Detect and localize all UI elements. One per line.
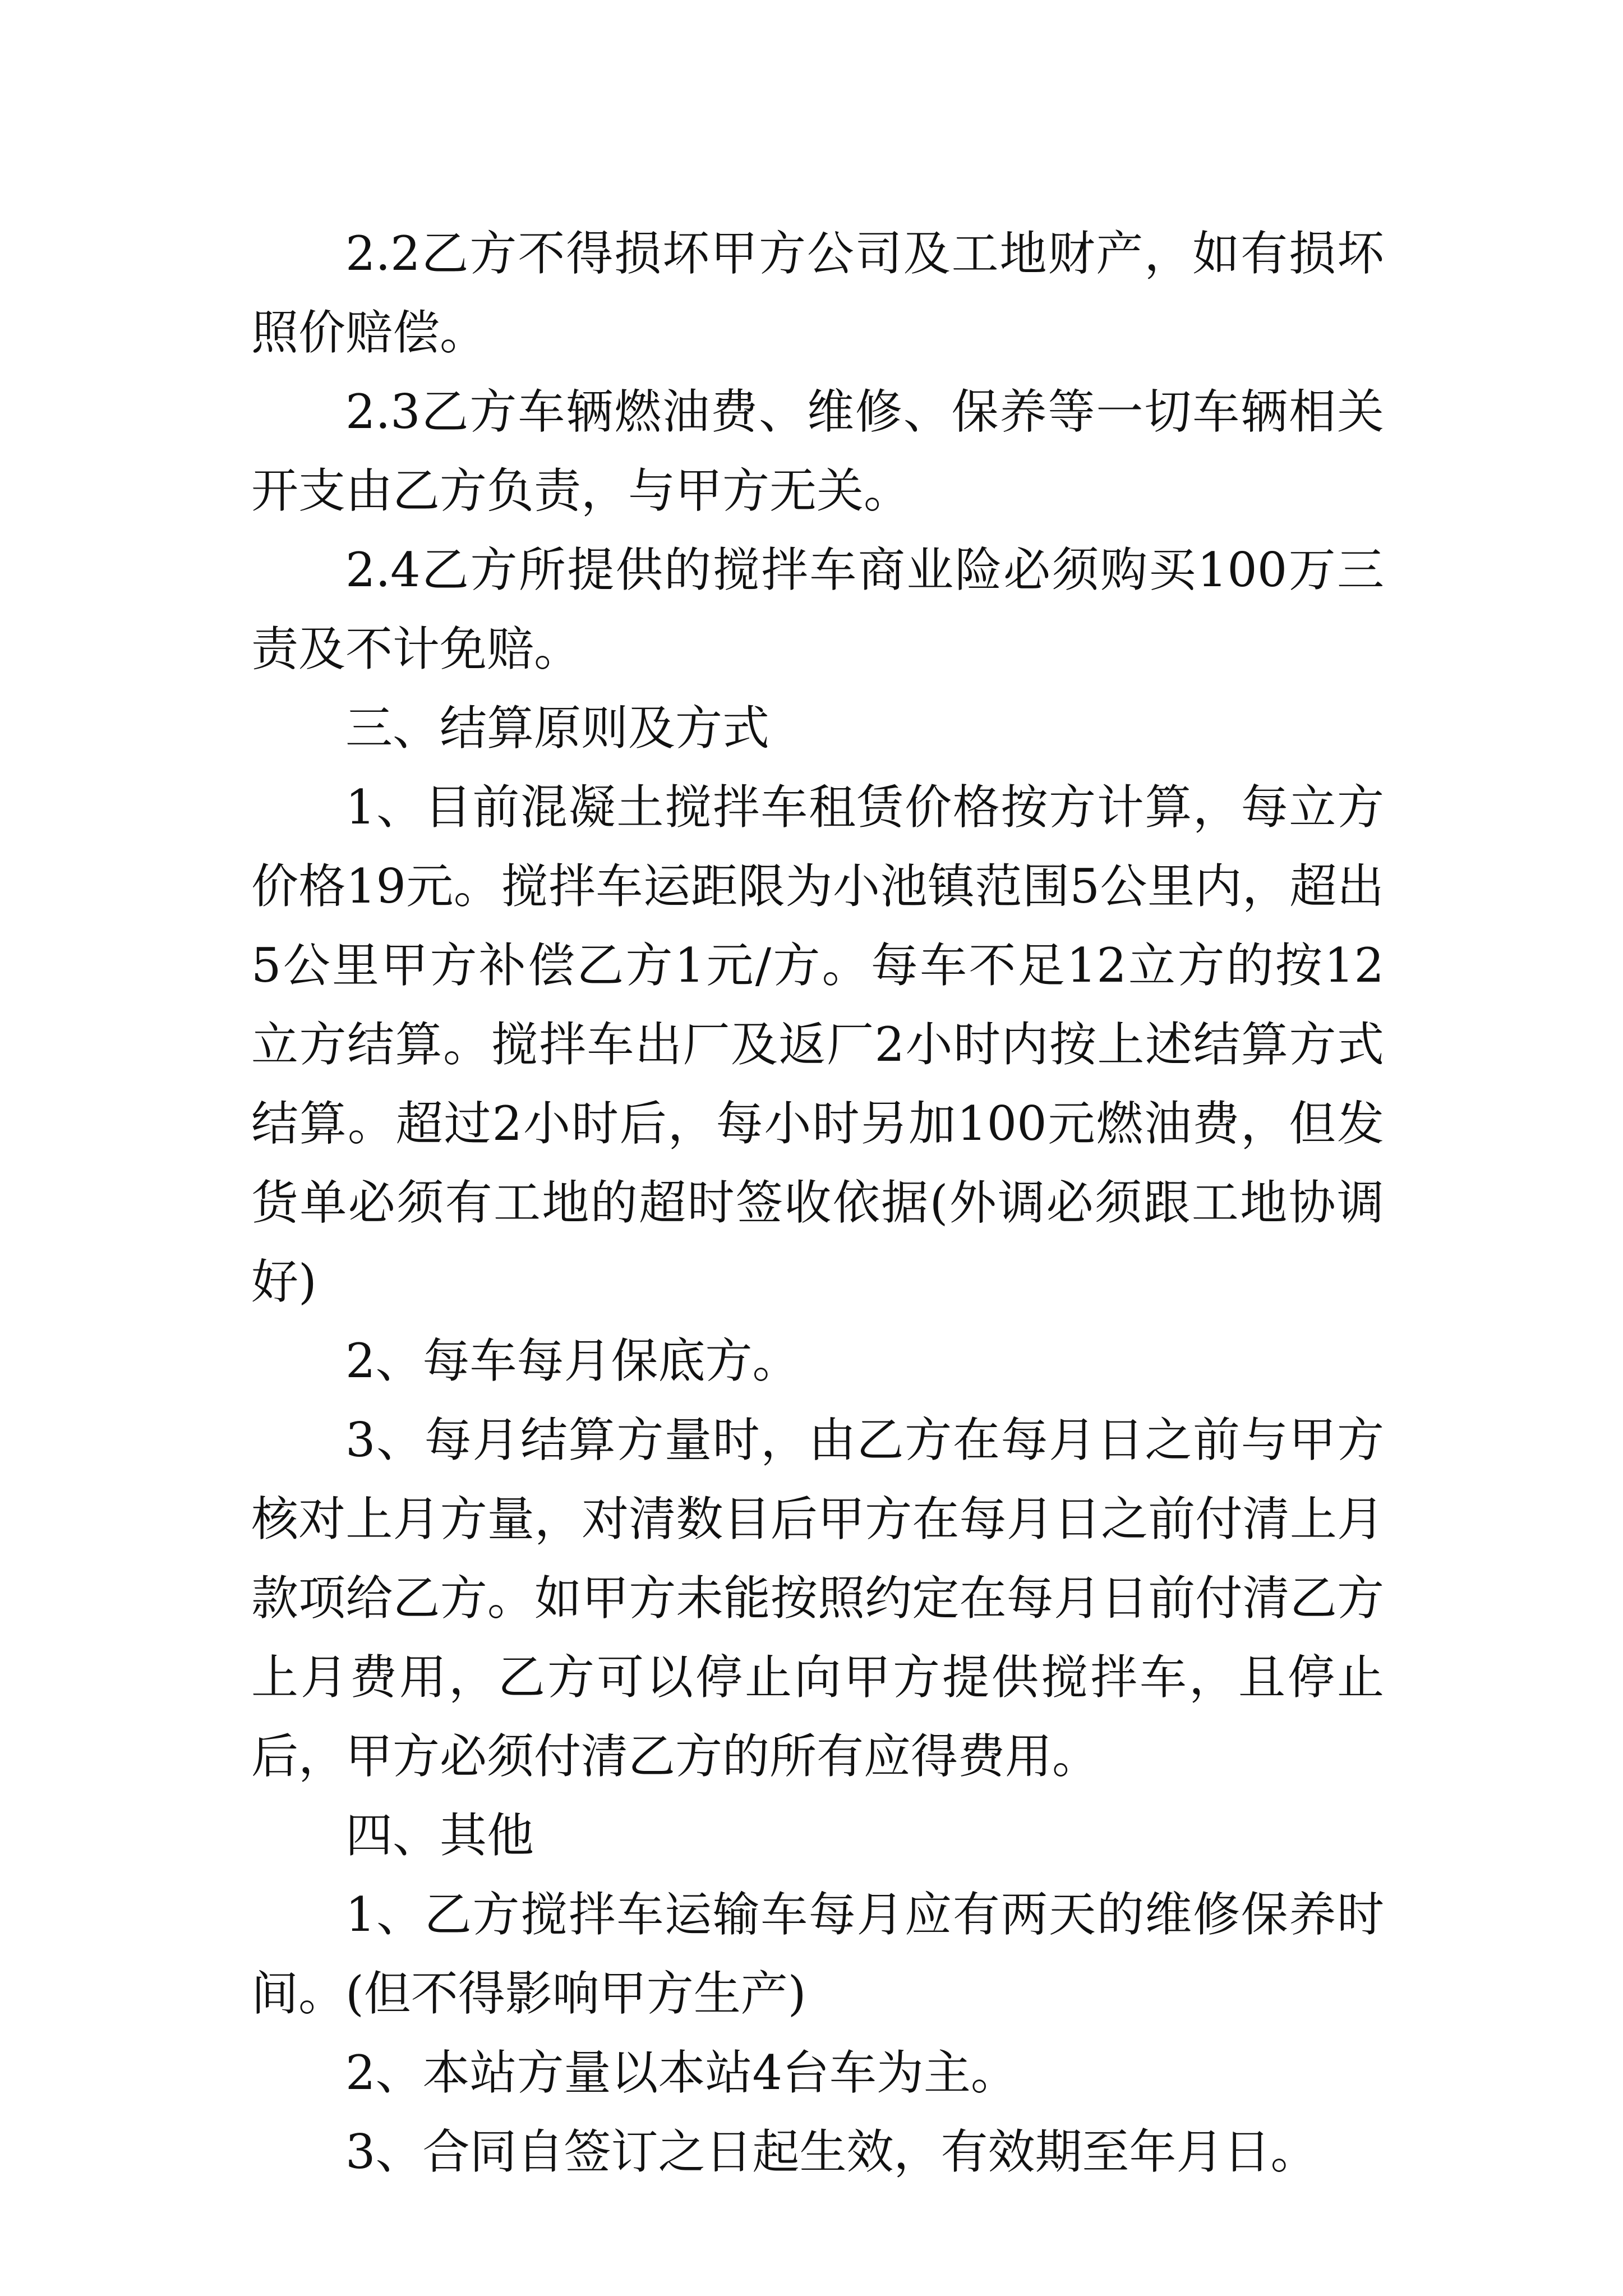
clause-3-1: 1、目前混凝土搅拌车租赁价格按方计算，每立方价格19元。搅拌车运距限为小池镇范围5公里内，超出5公里甲方补偿乙方1元/方。每车不足12立方的按12立方结算。搅拌车出厂及返厂2小时内按上述结算方式结算。超过2小时后，每小时另加100元燃油费，但发货单必须有工地的超时签收依据(外调必须跟工地协调好) [251, 780, 1384, 1309]
clause-2-2: 2.2乙方不得损坏甲方公司及工地财产，如有损坏照价赔偿。 [251, 226, 1384, 360]
clause-4-3: 3、合同自签订之日起生效，有效期至年月日。 [345, 2124, 1318, 2179]
section-heading-other: 四、其他 [345, 1808, 534, 1863]
clause-2-4: 2.4乙方所提供的搅拌车商业险必须购买100万三责及不计免赔。 [251, 542, 1384, 677]
contract-body [251, 214, 1384, 2192]
clause-4-2: 2、本站方量以本站4台车为主。 [345, 2045, 1018, 2100]
clause-4-1: 1、乙方搅拌车运输车每月应有两天的维修保养时间。(但不得影响甲方生产) [251, 1887, 1384, 2021]
clause-2-3: 2.3乙方车辆燃油费、维修、保养等一切车辆相关开支由乙方负责，与甲方无关。 [251, 384, 1384, 518]
section-heading-settlement: 三、结算原则及方式 [345, 701, 770, 756]
clause-3-2: 2、每车每月保底方。 [345, 1333, 800, 1388]
clause-3-3: 3、每月结算方量时，由乙方在每月日之前与甲方核对上月方量，对清数目后甲方在每月日之前付清上月款项给乙方。如甲方未能按照约定在每月日前付清乙方上月费用，乙方可以停止向甲方提供搅拌车，且停止后，甲方必须付清乙方的所有应得费用。 [251, 1412, 1384, 1784]
